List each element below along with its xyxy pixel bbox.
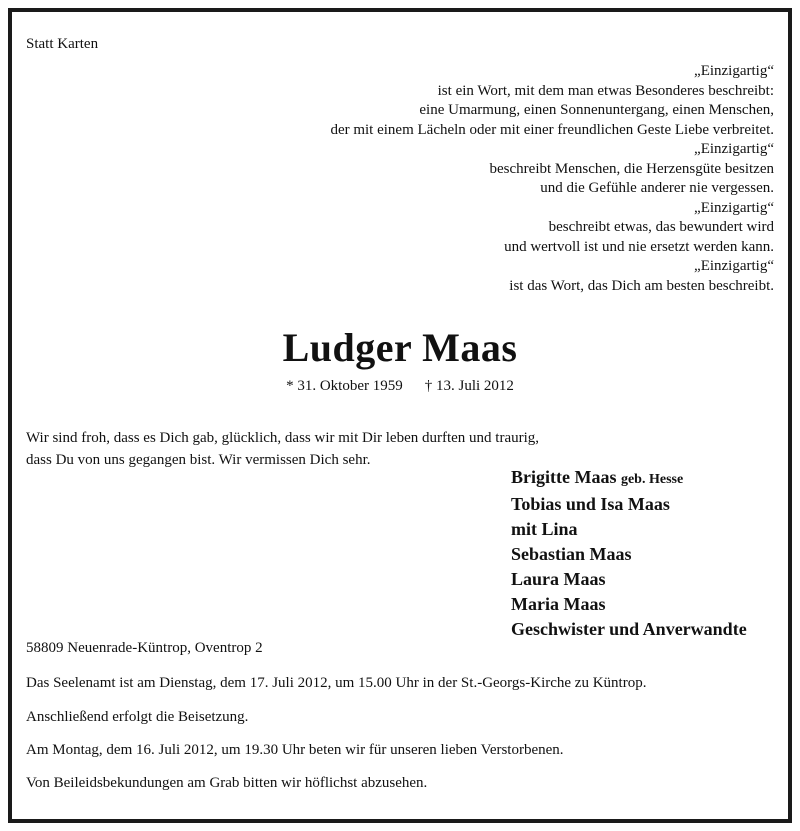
family-member: Laura Maas — [511, 569, 606, 589]
requiem-info: Das Seelenamt ist am Dienstag, dem 17. Juli 2012, um 15.00 Uhr in der St.-Georgs-Kirche zu Küntrop. — [26, 675, 647, 691]
birth-date: * 31. Oktober 1959 — [286, 378, 403, 394]
death-date: † 13. Juli 2012 — [424, 378, 514, 394]
life-dates — [12, 378, 788, 395]
poem-line: beschreibt etwas, das bewundert wird — [548, 219, 774, 235]
family-member: Sebastian Maas — [511, 544, 632, 564]
poem-line: ist ein Wort, mit dem man etwas Besonderes beschreibt: — [437, 82, 774, 99]
family-signatures — [511, 465, 747, 642]
family-member: mit Lina — [511, 519, 578, 539]
family-member: Geschwister und Anverwandte — [511, 619, 747, 639]
poem-line: der mit einem Lächeln oder mit einer freundlichen Geste Liebe verbreitet. — [330, 121, 774, 138]
statt-karten-label: Statt Karten — [26, 36, 99, 52]
poem-line: und die Gefühle anderer nie vergessen. — [540, 180, 774, 196]
condolences-info: Von Beileidsbekundungen am Grab bitten wir höflichst abzusehen. — [26, 775, 428, 791]
poem — [174, 62, 774, 296]
prayer-info: Am Montag, dem 16. Juli 2012, um 19.30 Uhr beten wir für unseren lieben Verstorbenen. — [26, 742, 564, 758]
poem-line: beschreibt Menschen, die Herzensgüte besitzen — [489, 160, 774, 177]
intro-line: dass Du von uns gegangen bist. Wir vermissen Dich sehr. — [26, 452, 371, 468]
poem-line: eine Umarmung, einen Sonnenuntergang, einen Menschen, — [419, 102, 774, 118]
poem-line: „Einzigartig“ — [694, 63, 774, 79]
intro-line: Wir sind froh, dass es Dich gab, glücklich, dass wir mit Dir leben durften und traurig, — [26, 430, 540, 446]
family-member — [511, 465, 747, 492]
poem-line: und wertvoll ist und nie ersetzt werden kann. — [504, 238, 774, 255]
poem-line: ist das Wort, das Dich am besten beschreibt. — [509, 277, 774, 294]
family-member: Tobias und Isa Maas — [511, 494, 670, 514]
intro-text — [26, 427, 539, 471]
poem-line: „Einzigartig“ — [694, 199, 774, 216]
poem-line: „Einzigartig“ — [694, 141, 774, 157]
obituary-notice — [8, 8, 792, 823]
poem-line: „Einzigartig“ — [694, 258, 774, 274]
address: 58809 Neuenrade-Küntrop, Oventrop 2 — [26, 640, 263, 656]
family-member: Maria Maas — [511, 594, 606, 614]
deceased-name: Ludger Maas — [282, 325, 518, 370]
maiden-name-note: geb. Hesse — [620, 472, 684, 487]
burial-info: Anschließend erfolgt die Beisetzung. — [26, 709, 249, 725]
family-member-name: Brigitte Maas — [511, 467, 617, 487]
